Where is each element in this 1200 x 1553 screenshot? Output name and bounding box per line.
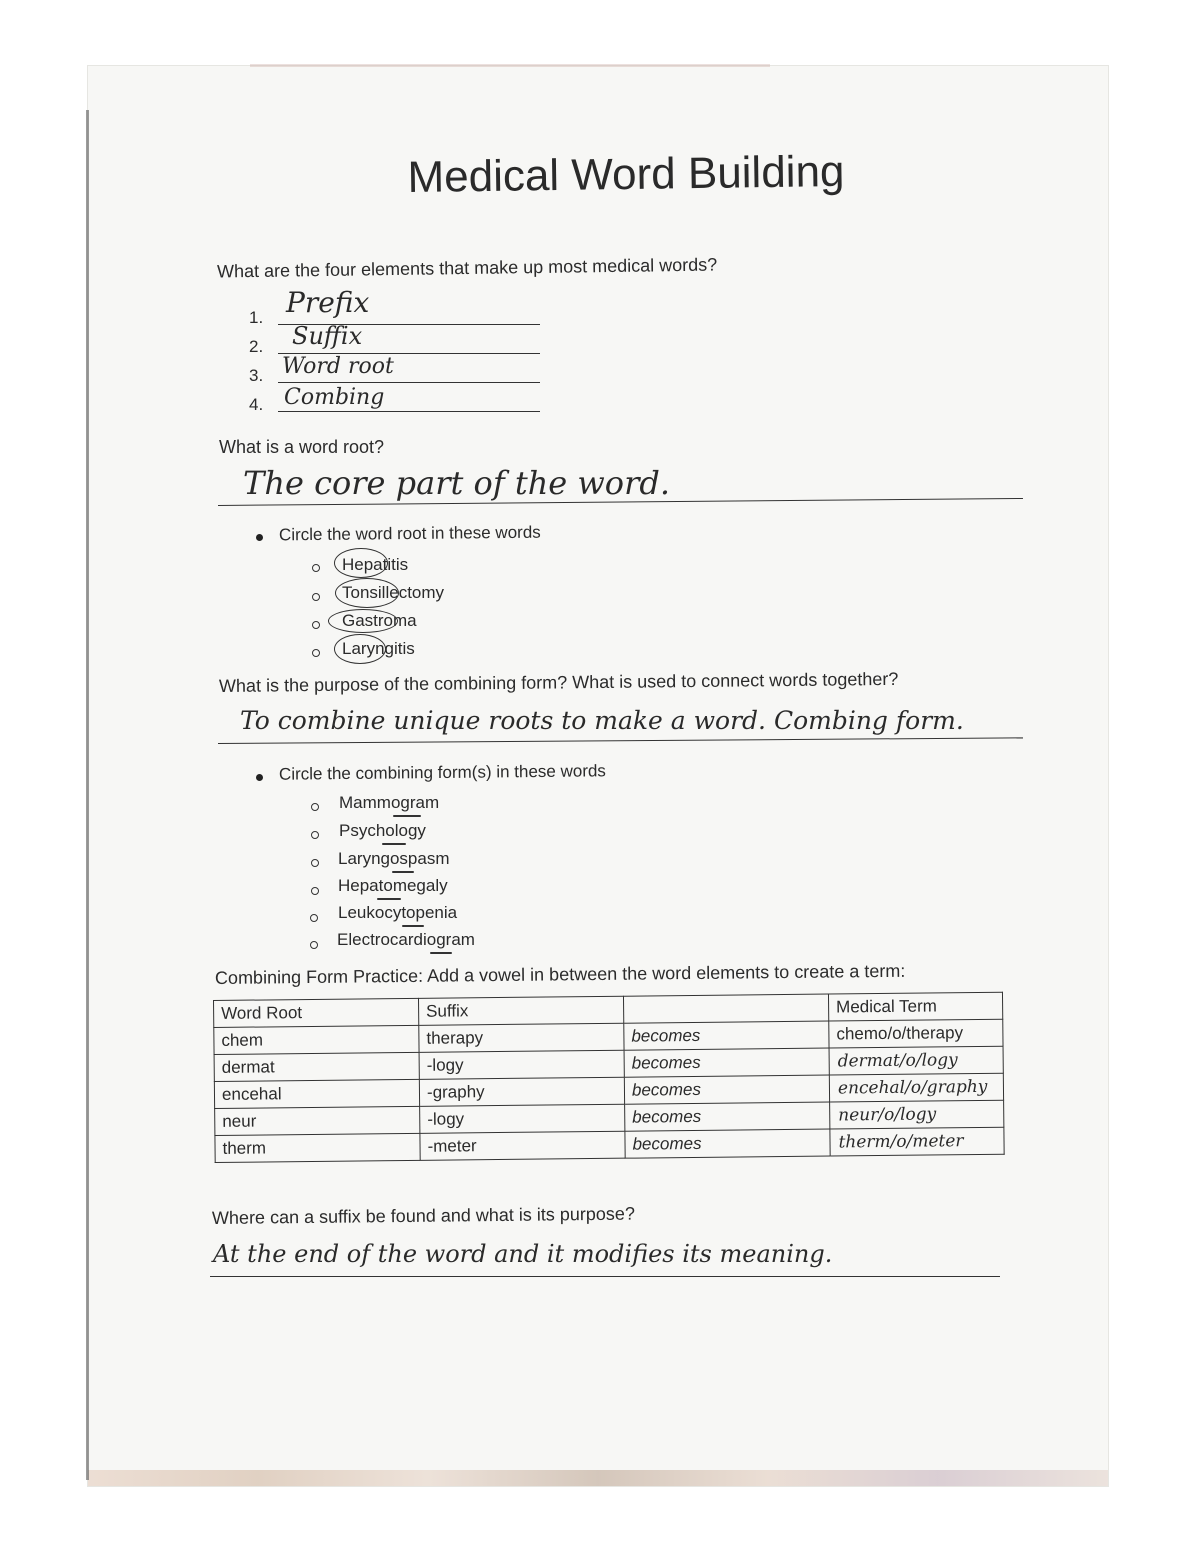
list-bullet (311, 887, 319, 895)
list-item: Leukocytopenia (338, 903, 458, 922)
list-item: Hepatomegaly (338, 876, 448, 895)
list-item: Psychology (339, 821, 426, 840)
answer-line (210, 1276, 1000, 1277)
item-number: 4. (249, 395, 264, 414)
list-item: Gastroma (342, 611, 417, 630)
medical-term-cell: chemo/o/therapy (829, 1019, 1003, 1048)
suffix-cell: -meter (420, 1131, 625, 1160)
instruction-circle-roots: Circle the word root in these words (278, 522, 541, 545)
list-item: Tonsillectomy (342, 583, 445, 602)
paper-left-edge (86, 110, 89, 1480)
answer-line (278, 411, 540, 412)
bullet (256, 774, 263, 781)
pen-underline (382, 843, 406, 845)
list-bullet (310, 914, 318, 922)
paper-bottom-edge (88, 1470, 1108, 1486)
handwritten-answer: Word root (282, 354, 394, 379)
handwritten-answer: Suffix (292, 322, 363, 350)
word-root-cell: therm (215, 1133, 420, 1162)
becomes-cell: becomes (625, 1129, 830, 1158)
question-suffix: Where can a suffix be found and what is its purpose? (211, 1203, 635, 1228)
suffix-cell: -logy (420, 1104, 625, 1133)
list-item: Hepatitis (342, 555, 409, 574)
suffix-cell: -graphy (419, 1077, 624, 1106)
list-item: Mammogram (339, 793, 440, 812)
list-bullet (311, 831, 319, 839)
pen-underline (377, 898, 401, 900)
pen-circle (334, 548, 388, 578)
suffix-cell: -logy (419, 1050, 624, 1079)
header-cell: Suffix (418, 996, 623, 1025)
item-number: 2. (249, 337, 264, 356)
pen-circle (328, 609, 398, 633)
header-cell: Word Root (214, 998, 419, 1027)
header-cell (623, 994, 828, 1023)
item-number: 3. (249, 366, 264, 385)
pen-underline (393, 815, 421, 817)
pen-circle (335, 578, 399, 608)
becomes-cell: becomes (624, 1021, 829, 1050)
page-title: Medical Word Building (407, 146, 845, 203)
combining-form-instruction: Combining Form Practice: Add a vowel in between the word elements to create a term: (214, 960, 906, 988)
item-number: 1. (249, 308, 264, 327)
word-root-cell: encehal (214, 1079, 419, 1108)
word-root-cell: neur (215, 1106, 420, 1135)
instruction-circle-combining-forms: Circle the combining form(s) in these words (278, 761, 606, 784)
bullet (256, 534, 263, 541)
pen-underline (402, 925, 424, 927)
list-bullet (311, 859, 319, 867)
paper-top-edge (250, 64, 770, 67)
becomes-cell: becomes (625, 1102, 830, 1131)
word-root-cell: chem (214, 1025, 419, 1054)
word-root-cell: dermat (214, 1052, 419, 1081)
handwritten-answer: At the end of the word and it modifies its meaning. (213, 1240, 833, 1268)
question-combining-form: What is the purpose of the combining form? What is used to connect words together? (218, 668, 899, 696)
question-four-elements: What are the four elements that make up most medical words? (216, 254, 718, 282)
handwritten-answer: The core part of the word. (243, 464, 671, 502)
handwritten-answer: Prefix (286, 286, 370, 319)
becomes-cell: becomes (624, 1075, 829, 1104)
medical-term-cell: encehal/o/graphy (829, 1073, 1003, 1102)
medical-term-cell: neur/o/logy (830, 1100, 1004, 1129)
suffix-cell: therapy (419, 1023, 624, 1052)
combining-form-table (213, 992, 1005, 1163)
list-bullet (312, 649, 320, 657)
list-bullet (312, 564, 320, 572)
header-cell: Medical Term (828, 992, 1002, 1021)
list-bullet (310, 941, 318, 949)
pen-underline (392, 871, 414, 873)
pen-underline (430, 952, 452, 954)
medical-term-cell: therm/o/meter (830, 1127, 1004, 1156)
list-item: Laryngitis (342, 639, 415, 658)
list-bullet (312, 621, 320, 629)
list-item: Laryngospasm (338, 849, 450, 868)
pen-circle (334, 634, 386, 664)
medical-term-cell: dermat/o/logy (829, 1046, 1003, 1075)
list-item: Electrocardiogram (337, 930, 475, 949)
handwritten-answer: To combine unique roots to make a word. Combing form. (240, 706, 964, 735)
list-bullet (312, 593, 320, 601)
becomes-cell: becomes (624, 1048, 829, 1077)
answer-line (278, 382, 540, 383)
list-bullet (311, 803, 319, 811)
handwritten-answer: Combing (284, 385, 385, 410)
question-word-root: What is a word root? (219, 437, 385, 457)
